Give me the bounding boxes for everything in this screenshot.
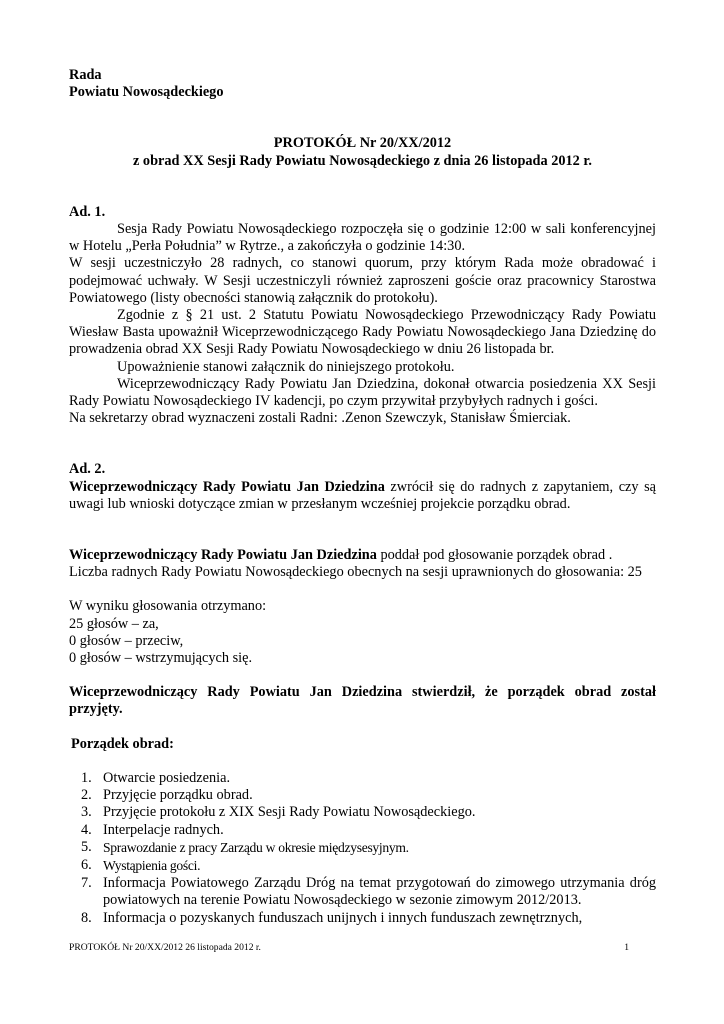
agenda-item-number: 2. [81, 787, 92, 804]
agenda-item-text: Informacja Powiatowego Zarządu Dróg na temat przygotowań do zimowego utrzymania dróg powiatowych na terenie Powiatu Nowosądeckiego w sezonie zimowym 2012/2013. [103, 875, 656, 909]
page-number: 1 [624, 942, 629, 953]
agenda-item [69, 875, 656, 909]
ad1-paragraph: Upoważnienie stanowi załącznik do niniejszego protokołu. [117, 358, 455, 375]
speaker-name: Wiceprzewodniczący Rady Powiatu Jan Dziedzina [69, 547, 377, 564]
vote-abstain: 0 głosów – wstrzymujących się. [69, 650, 253, 667]
agenda-item-text: Interpelacje radnych. [103, 821, 224, 838]
agenda-list [69, 770, 656, 927]
agenda-item-text: Informacja o pozyskanych funduszach unijnych i innych funduszach zewnętrznych, [103, 909, 583, 926]
ad1-paragraph: Wiceprzewodniczący Rady Powiatu Jan Dziedzina, dokonał otwarcia posiedzenia XX Sesji Rady Powiatu Nowosądeckiego IV kadencji, po czym przywitał przybyłych radnych i gości. [69, 375, 656, 410]
vote-against: 0 głosów – przeciw, [69, 632, 184, 649]
agenda-item-text: Sprawozdanie z pracy Zarządu w okresie międzysesyjnym. [103, 839, 409, 855]
agenda-item-number: 6. [81, 856, 92, 873]
agenda-item-number: 1. [81, 769, 92, 786]
ad1-paragraph: Na sekretarzy obrad wyznaczeni zostali Radni: .Zenon Szewczyk, Stanisław Śmierciak. [69, 410, 571, 427]
agenda-item-number: 4. [81, 821, 92, 838]
agenda-item [69, 770, 656, 787]
vote-intro: W wyniku głosowania otrzymano: [69, 598, 267, 615]
header-line-1: Rada [69, 67, 102, 83]
document-title: PROTOKÓŁ Nr 20/XX/2012 [273, 135, 452, 152]
ad1-paragraph: W sesji uczestniczyło 28 radnych, co stanowi quorum, przy którym Rada może obradować i podejmować uchwały. W Sesji uczestniczyli również zaproszeni goście oraz pracownicy Starostwa Powiatowego (listy obecności stanowią załącznik do protokołu). [69, 255, 656, 306]
agenda-item-text: Wystąpienia gości. [103, 857, 201, 873]
agenda-item-text: Przyjęcie porządku obrad. [103, 787, 253, 804]
agenda-item-number: 5. [81, 838, 92, 855]
speaker-name: Wiceprzewodniczący Rady Powiatu Jan Dziedzina [69, 478, 385, 495]
vote-for: 25 głosów – za, [69, 615, 159, 632]
ad1-paragraph: Sesja Rady Powiatu Nowosądeckiego rozpoczęła się o godzinie 12:00 w sali konferencyjnej w Hotelu „Perła Południa” w Rytrze., a zakończyła o godzinie 14:30. [69, 221, 656, 255]
agenda-item-text: Otwarcie posiedzenia. [103, 769, 231, 786]
paragraph-text: zwrócił się do radnych z zapytaniem, czy są uwagi lub wnioski dotyczące zmian w przesłanym wcześniej projekcie porządku obrad. [69, 478, 656, 512]
page-footer [69, 942, 629, 954]
agenda-item-number: 3. [81, 804, 92, 821]
agenda-item-text: Przyjęcie protokołu z XIX Sesji Rady Powiatu Nowosądeckiego. [103, 804, 476, 821]
paragraph-text: poddał pod głosowanie porządek obrad . [376, 547, 613, 564]
ad2-paragraph [69, 547, 656, 564]
agenda-item [69, 787, 656, 804]
agenda-item [69, 910, 656, 927]
footer-text: PROTOKÓŁ Nr 20/XX/2012 26 listopada 2012 r. [69, 942, 261, 953]
document-subtitle: z obrad XX Sesji Rady Powiatu Nowosądeckiego z dnia 26 listopada 2012 r. [133, 152, 592, 169]
document-page [69, 67, 656, 927]
agenda-item [69, 839, 656, 857]
agenda-item [69, 822, 656, 839]
ad2-paragraph: Liczba radnych Rady Powiatu Nowosądeckiego obecnych na sesji uprawnionych do głosowania: 25 [69, 564, 642, 581]
agenda-item-number: 7. [81, 875, 92, 892]
ad2-paragraph [69, 479, 656, 513]
agenda-heading: Porządek obrad: [71, 735, 174, 752]
ad1-paragraph: Zgodnie z § 21 ust. 2 Statutu Powiatu Nowosądeckiego Przewodniczący Rady Powiatu Wiesław Basta upoważnił Wiceprzewodniczącego Rady Powiatu Nowosądeckiego Jana Dziedzinę do prowadzenia obrad XX Sesji Rady Powiatu Nowosądeckiego w dniu 26 listopada br. [69, 307, 656, 358]
ad1-heading: Ad. 1. [69, 203, 106, 220]
agenda-item [69, 804, 656, 821]
ad2-conclusion: Wiceprzewodniczący Rady Powiatu Jan Dziedzina stwierdził, że porządek obrad został przyjęty. [69, 684, 656, 718]
header-line-2: Powiatu Nowosądeckiego [69, 84, 224, 101]
agenda-item [69, 857, 656, 875]
agenda-item-number: 8. [81, 909, 92, 926]
ad2-heading: Ad. 2. [69, 461, 106, 478]
